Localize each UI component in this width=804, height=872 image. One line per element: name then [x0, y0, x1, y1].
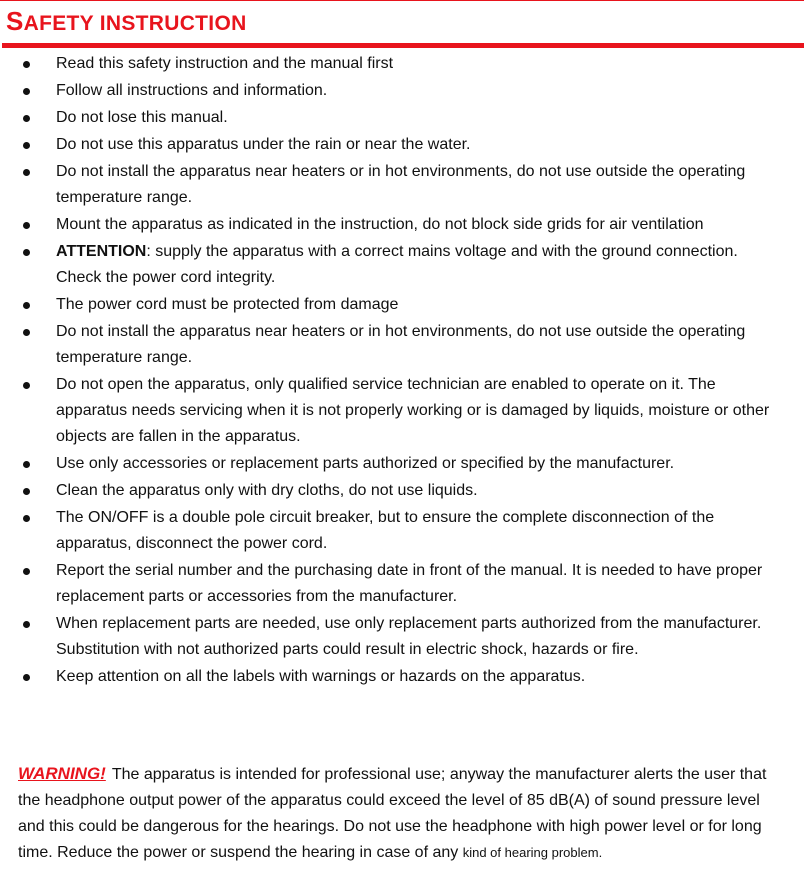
heading-initial: S	[6, 6, 24, 36]
list-item-text: Do not use this apparatus under the rain or near the water.	[56, 136, 471, 153]
list-item-text: Read this safety instruction and the manual first	[56, 55, 394, 72]
list-item-text: Do not install the apparatus near heaters or in hot environments, do not use outside the operating temperature range.	[56, 163, 746, 206]
bullet-icon	[23, 222, 30, 229]
list-item-text: When replacement parts are needed, use only replacement parts authorized from the manufacturer. Substitution with not authorized parts could result in electric shock, hazards or fire.	[56, 615, 762, 658]
warning-text: The apparatus is intended for professional use; anyway the manufacturer alerts the user that the headphone output power of the apparatus could exceed the level of 85 dB(A) of sound pressure level and this could be dangerous for the hearings. Do not use the headphone with high power level or for long time. Reduce the power or suspend the hearing in case of any	[18, 766, 767, 861]
list-item	[0, 132, 804, 158]
list-item	[0, 239, 804, 291]
list-item	[0, 292, 804, 318]
list-item	[0, 372, 804, 450]
list-item	[0, 319, 804, 371]
list-item-text: Do not lose this manual.	[56, 109, 228, 126]
list-item-text: The ON/OFF is a double pole circuit breaker, but to ensure the complete disconnection of the apparatus, disconnect the power cord.	[56, 509, 715, 552]
bullet-icon	[23, 621, 30, 628]
top-rule	[0, 0, 804, 1]
list-item	[0, 611, 804, 663]
list-item-text: Keep attention on all the labels with warnings or hazards on the apparatus.	[56, 668, 586, 685]
list-item-text: : supply the apparatus with a correct mains voltage and with the ground connection. Check the power cord integrity.	[56, 243, 738, 286]
list-item-text: Report the serial number and the purchasing date in front of the manual. It is needed to have proper replacement parts or accessories from the manufacturer.	[56, 562, 763, 605]
bullet-icon	[23, 461, 30, 468]
list-item-text: Follow all instructions and information.	[56, 82, 328, 99]
warning-paragraph	[18, 761, 780, 866]
bullet-icon	[23, 169, 30, 176]
list-item	[0, 664, 804, 690]
attention-label: ATTENTION	[56, 243, 147, 260]
list-item	[0, 51, 804, 77]
bullet-icon	[23, 115, 30, 122]
warning-small-text: kind of hearing problem.	[462, 845, 603, 860]
list-item	[0, 78, 804, 104]
list-item-text: The power cord must be protected from damage	[56, 296, 399, 313]
list-item-text: Clean the apparatus only with dry cloths, do not use liquids.	[56, 482, 478, 499]
bullet-icon	[23, 329, 30, 336]
bullet-icon	[23, 674, 30, 681]
heading-underline	[2, 43, 804, 48]
bullet-icon	[23, 249, 30, 256]
bullet-icon	[23, 515, 30, 522]
list-item-text: Do not install the apparatus near heaters or in hot environments, do not use outside the operating temperature range.	[56, 323, 746, 366]
list-item	[0, 558, 804, 610]
list-item	[0, 478, 804, 504]
list-item	[0, 212, 804, 238]
bullet-icon	[23, 302, 30, 309]
bullet-icon	[23, 61, 30, 68]
list-item-text: Do not open the apparatus, only qualified service technician are enabled to operate on it. The apparatus needs servicing when it is not properly working or is damaged by liquids, moisture or other objects are fallen in the apparatus.	[56, 376, 770, 445]
bullet-icon	[23, 568, 30, 575]
bullet-icon	[23, 88, 30, 95]
bullet-icon	[23, 488, 30, 495]
bullet-icon	[23, 382, 30, 389]
list-item	[0, 159, 804, 211]
list-item	[0, 451, 804, 477]
warning-label: WARNING!	[18, 764, 106, 783]
list-item-text: Use only accessories or replacement parts authorized or specified by the manufacturer.	[56, 455, 675, 472]
section-heading	[6, 6, 247, 39]
safety-instruction-list	[0, 51, 804, 691]
bullet-icon	[23, 142, 30, 149]
list-item	[0, 105, 804, 131]
list-item-text: Mount the apparatus as indicated in the instruction, do not block side grids for air ventilation	[56, 216, 704, 233]
heading-rest: AFETY INSTRUCTION	[23, 12, 247, 35]
list-item	[0, 505, 804, 557]
